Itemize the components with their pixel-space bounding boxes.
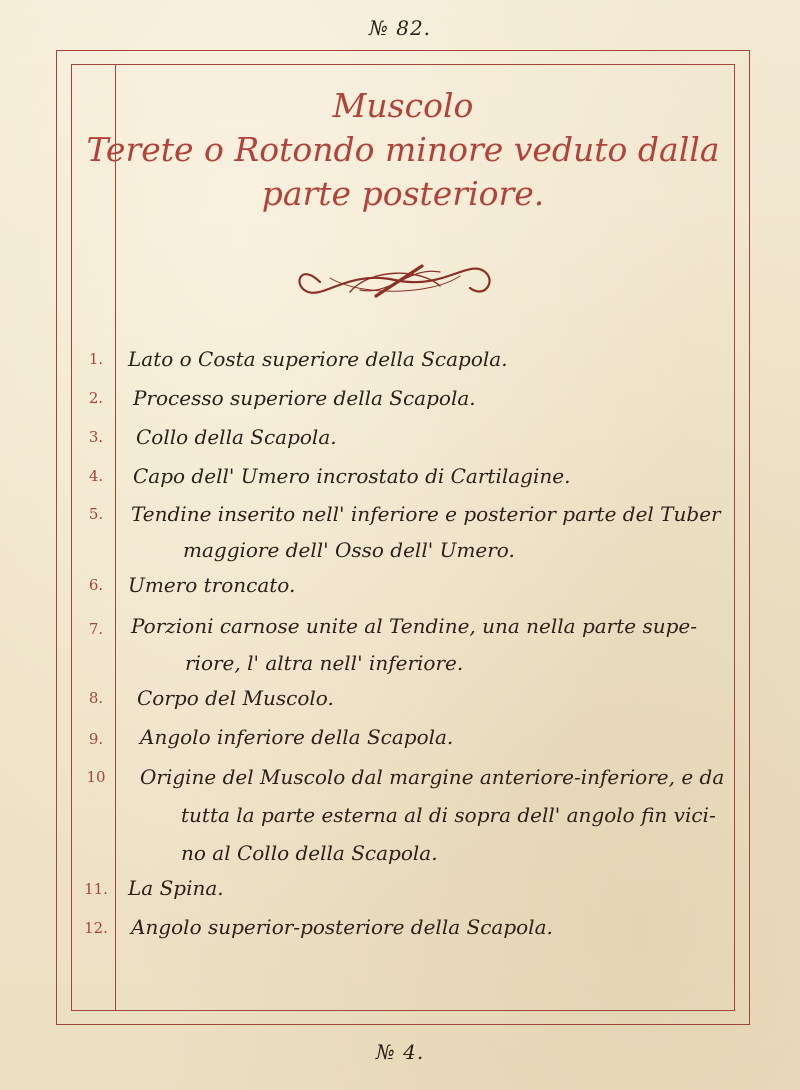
entry-text: Lato o Costa superiore della Scapola. bbox=[128, 347, 508, 371]
title-line-3: parte posteriore. bbox=[261, 174, 545, 213]
entry-number: 5. bbox=[88, 505, 104, 523]
entry-number: 3. bbox=[88, 428, 104, 446]
title-line-1: Muscolo bbox=[332, 86, 474, 125]
entry-text: no al Collo della Scapola. bbox=[181, 841, 438, 865]
entry-text: Porzioni carnose unite al Tendine, una nella parte supe- bbox=[131, 614, 698, 638]
entry-text: tutta la parte esterna al di sopra dell' angolo fin vici- bbox=[181, 803, 716, 827]
entry-text: Umero troncato. bbox=[128, 573, 296, 597]
entry-number: 11. bbox=[84, 880, 108, 898]
entry-text: Processo superiore della Scapola. bbox=[133, 386, 476, 410]
entry-text: Corpo del Muscolo. bbox=[137, 686, 334, 710]
entry-text: Angolo inferiore della Scapola. bbox=[140, 725, 454, 749]
entry-number: 12. bbox=[84, 919, 108, 937]
entry-number: 6. bbox=[88, 576, 104, 594]
entry-number: 10 bbox=[86, 768, 106, 786]
entry-text: Capo dell' Umero incrostato di Cartilagine. bbox=[133, 464, 571, 488]
entry-number: 2. bbox=[88, 389, 104, 407]
entry-text: Collo della Scapola. bbox=[136, 425, 337, 449]
entry-text: riore, l' altra nell' inferiore. bbox=[185, 651, 464, 675]
page-number-bottom: № 4. bbox=[375, 1040, 425, 1064]
entry-number: 4. bbox=[88, 467, 104, 485]
entry-text: Angolo superior-posteriore della Scapola. bbox=[131, 915, 553, 939]
entry-text: maggiore dell' Osso dell' Umero. bbox=[183, 538, 515, 562]
entry-number: 1. bbox=[88, 350, 104, 368]
page-number-top: № 82. bbox=[368, 16, 432, 40]
entry-text: La Spina. bbox=[128, 876, 224, 900]
entry-text: Tendine inserito nell' inferiore e posterior parte del Tuber bbox=[131, 502, 721, 526]
entry-number: 7. bbox=[88, 620, 104, 638]
title-line-2: Terete o Rotondo minore veduto dalla bbox=[86, 130, 720, 169]
entry-text: Origine del Muscolo dal margine anteriore-inferiore, e da bbox=[140, 765, 725, 789]
entry-number: 8. bbox=[88, 689, 104, 707]
entry-number: 9. bbox=[88, 730, 104, 748]
